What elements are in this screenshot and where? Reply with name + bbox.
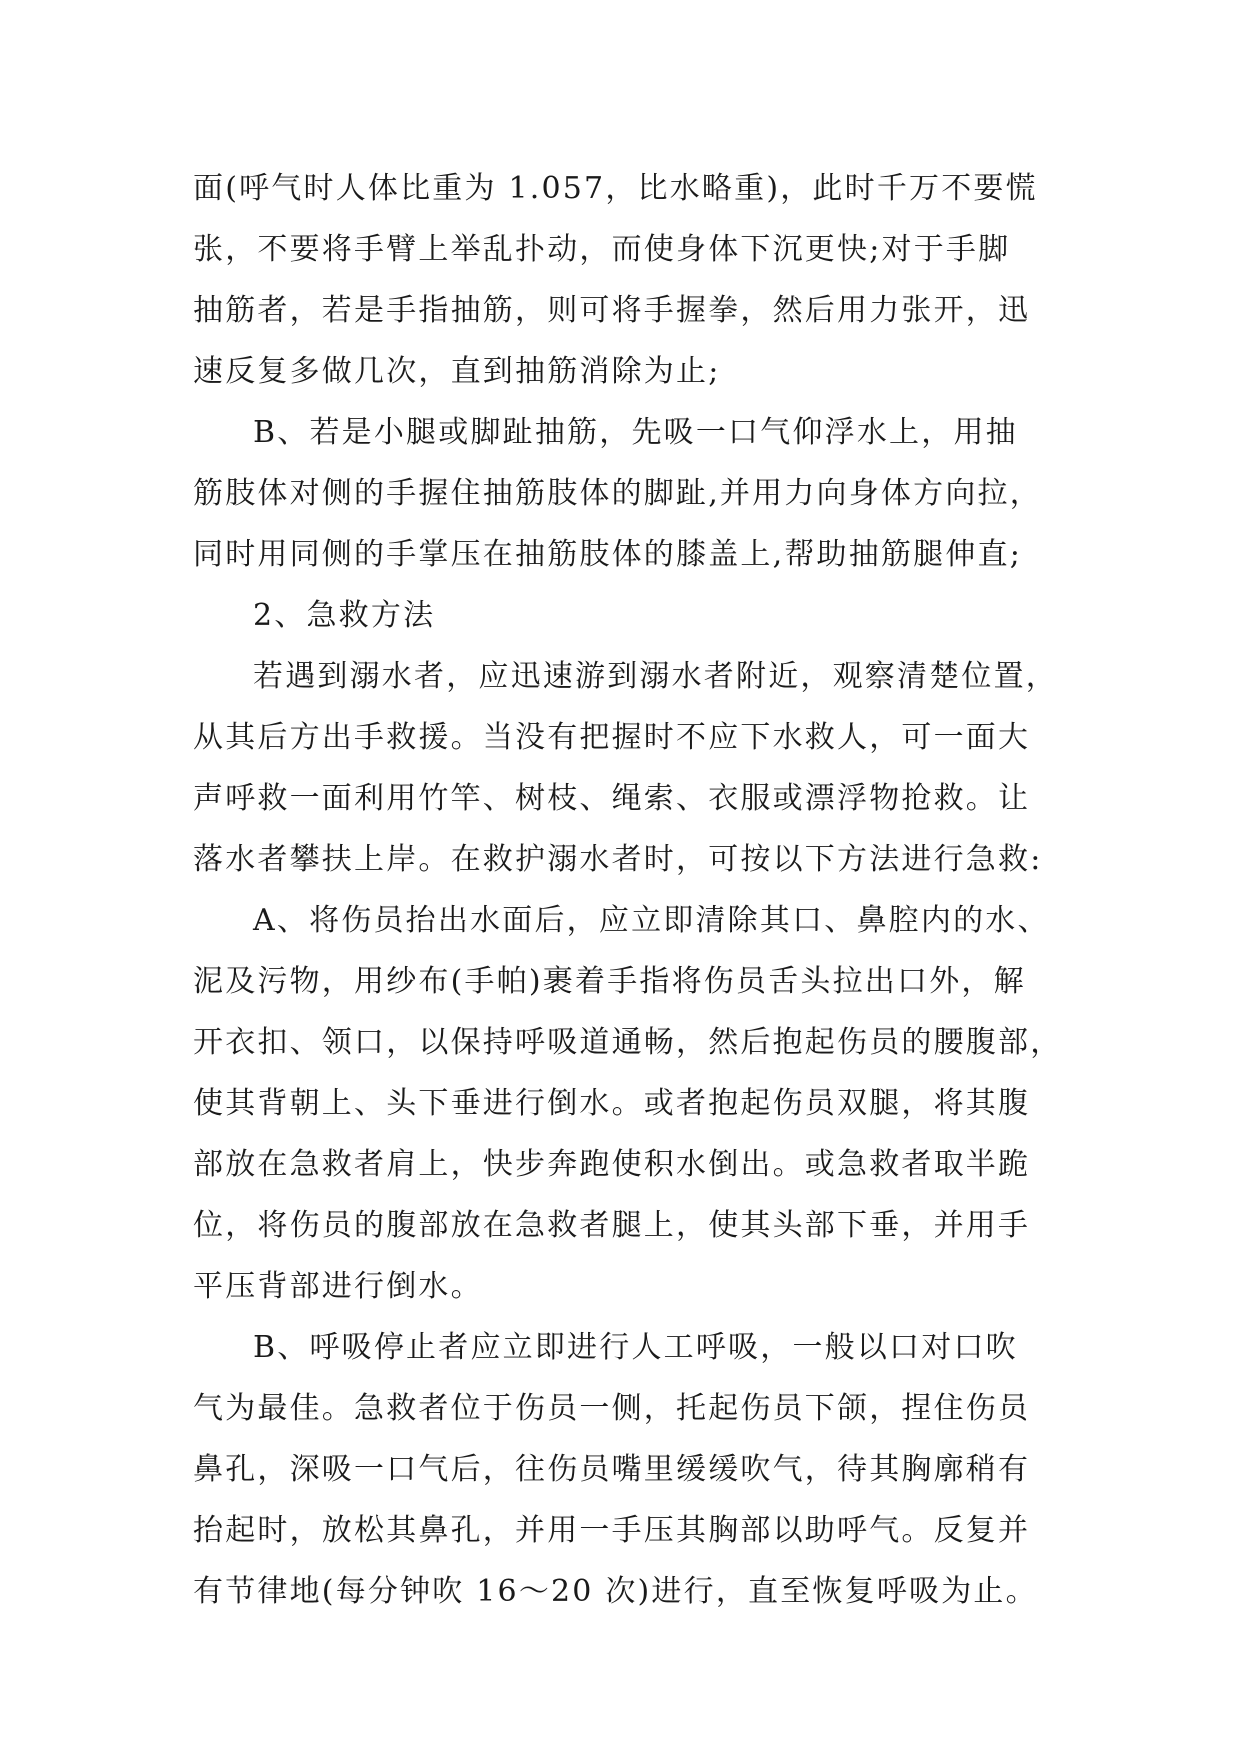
text-line: 速反复多做几次，直到抽筋消除为止; [193,354,721,389]
text-line: 筋肢体对侧的手握住抽筋肢体的脚趾,并用力向身体方向拉， [193,476,1042,511]
text-line: 同时用同侧的手掌压在抽筋肢体的膝盖上,帮助抽筋腿伸直; [193,537,1023,572]
text-line: 抬起时，放松其鼻孔，并用一手压其胸部以助呼气。反复并 [193,1513,1031,1548]
text-line: 部放在急救者肩上，快步奔跑使积水倒出。或急救者取半跪 [193,1147,1031,1182]
text-line: 有节律地(每分钟吹 16～20 次)进行，直至恢复呼吸为止。 [193,1574,1038,1609]
text-line: 平压背部进行倒水。 [193,1269,483,1304]
text-line: 位，将伤员的腹部放在急救者腿上，使其头部下垂，并用手 [193,1208,1031,1243]
section-heading: 2、急救方法 [253,598,436,633]
text-line: 张，不要将手臂上举乱扑动，而使身体下沉更快;对于手脚 [193,232,1011,267]
text-line: 从其后方出手救援。当没有把握时不应下水救人，可一面大 [193,720,1031,755]
text-line: 使其背朝上、头下垂进行倒水。或者抱起伤员双腿，将其腹 [193,1086,1031,1121]
text-line: 面(呼气时人体比重为 1.057，比水略重)，此时千万不要慌 [193,171,1038,206]
text-line: 落水者攀扶上岸。在救护溺水者时，可按以下方法进行急救: [193,842,1043,877]
text-line: 开衣扣、领口，以保持呼吸道通畅，然后抱起伤员的腰腹部， [193,1025,1063,1060]
text-line: 鼻孔，深吸一口气后，往伤员嘴里缓缓吹气，待其胸廓稍有 [193,1452,1031,1487]
document-body [193,158,1063,1622]
paragraph-first-line: B、呼吸停止者应立即进行人工呼吸，一般以口对口吹 [253,1330,1018,1365]
paragraph-first-line: B、若是小腿或脚趾抽筋，先吸一口气仰浮水上，用抽 [253,415,1018,450]
text-line: 抽筋者，若是手指抽筋，则可将手握拳，然后用力张开，迅 [193,293,1031,328]
paragraph-first-line: 若遇到溺水者，应迅速游到溺水者附近，观察清楚位置， [253,659,1058,694]
text-line: 声呼救一面利用竹竿、树枝、绳索、衣服或漂浮物抢救。让 [193,781,1031,816]
text-line: 泥及污物，用纱布(手帕)裹着手指将伤员舌头拉出口外，解 [193,964,1026,999]
text-line: 气为最佳。急救者位于伤员一侧，托起伤员下颌，捏住伤员 [193,1391,1031,1426]
paragraph-first-line: A、将伤员抬出水面后，应立即清除其口、鼻腔内的水、 [253,903,1050,938]
